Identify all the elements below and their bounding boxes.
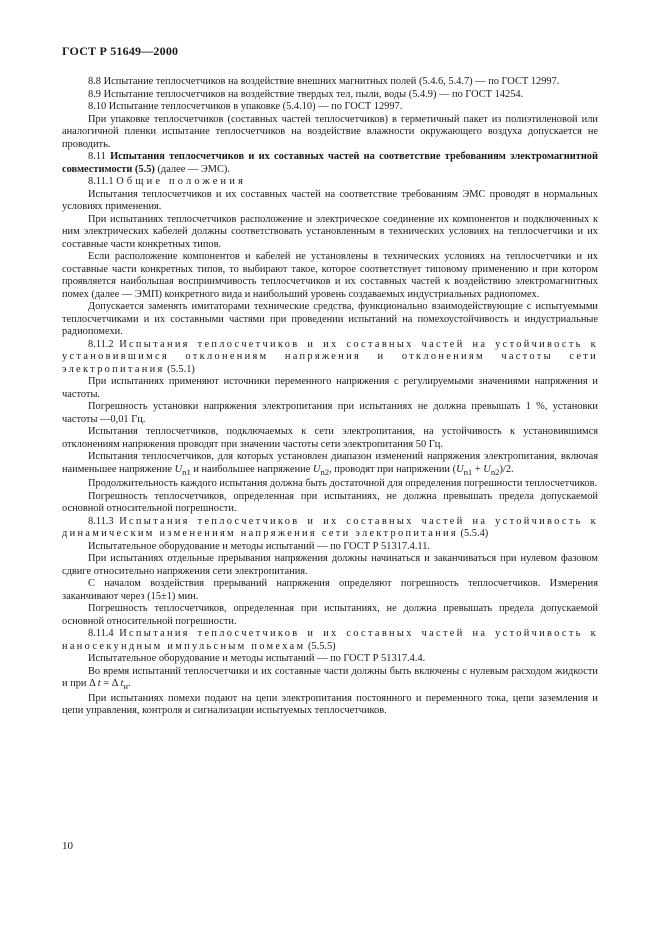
variable-u: U bbox=[312, 463, 321, 475]
clause-tail: (далее — ЭМС). bbox=[154, 163, 230, 175]
text-run: . bbox=[127, 678, 131, 690]
text-run: и наибольшее напряжение bbox=[190, 463, 313, 475]
text-run: Испытания теплосчетчиков, для которых установлен диапазон изменений напряжения электропитания, включая наименьшее напряжение bbox=[62, 451, 598, 475]
paragraph-8-11-1 bbox=[62, 176, 598, 189]
clause-heading: Испытания теплосчетчиков и их составных частей на устойчивость к установившимся отклонениям напряжения и отклонениям частоты сети электропитания bbox=[62, 338, 598, 375]
subscript: n1 bbox=[463, 466, 473, 477]
text-run: = Δ bbox=[100, 678, 121, 690]
page-number: 10 bbox=[62, 840, 73, 852]
clause-heading: Испытания теплосчетчиков и их составных частей на устойчивость к наносекундным импульсным помехам bbox=[62, 628, 598, 652]
clause-tail: (5.5.5) bbox=[305, 640, 336, 652]
clause-number: 8.11 bbox=[88, 151, 111, 162]
paragraph-equipment-2: Испытательное оборудование и методы испытаний — по ГОСТ Р 51317.4.4. bbox=[88, 653, 426, 665]
document-header: ГОСТ Р 51649—2000 bbox=[62, 44, 179, 58]
paragraph-equipment-1: Испытательное оборудование и методы испытаний — по ГОСТ Р 51317.4.11. bbox=[88, 540, 431, 552]
paragraph-error-limit: Погрешность теплосчетчиков, определенная при испытаниях, не должна превышать предела допускаемой основной относительной погрешности. bbox=[62, 490, 598, 515]
paragraph-8-11-4 bbox=[62, 628, 598, 653]
document-body bbox=[62, 76, 598, 718]
text-run: Во время испытаний теплосчетчики и их составные части должны быть включены с нулевым расходом жидкости и при Δ bbox=[62, 665, 598, 690]
paragraph-voltage-range bbox=[62, 451, 598, 478]
paragraph-simulators: Допускается заменять имитаторами технические средства, функционально взаимодействующие с испытуемыми теплосчетчиками и их составными частями при проведении испытаний на помехоустойчивость и индустриальные радиопомехи. bbox=[62, 301, 598, 337]
subscript: н bbox=[123, 681, 128, 692]
text-run: , проводят при напряжении ( bbox=[329, 463, 457, 475]
paragraph-emc-layout: При испытаниях теплосчетчиков расположение и электрическое соединение их компонентов и подключенных к ним электрических кабелей должны соответствовать установленным в технических условиях на теплосчетчики и их составные части конкретных типов. bbox=[62, 213, 598, 250]
variable-u: U bbox=[174, 463, 183, 475]
clause-number: 8.11.4 bbox=[88, 628, 120, 640]
subscript: n1 bbox=[182, 466, 191, 477]
clause-heading: Испытания теплосчетчиков и их составных частей на соответствие требованиям электромагнитной совместимости (5.5) bbox=[62, 151, 598, 175]
paragraph-interruptions: При испытаниях отдельные прерывания напряжения должны начинаться и заканчиваться при нулевом фазовом сдвиге относительно напряжения сети электропитания. bbox=[62, 553, 598, 577]
clause-number: 8.11.3 bbox=[88, 515, 120, 527]
variable-t: t bbox=[120, 678, 124, 690]
paragraph-accuracy: Погрешность установки напряжения электропитания при испытаниях не должна превышать 1 %, установки частоты —0,01 Гц. bbox=[62, 401, 598, 425]
paragraph-error-limit-2: Погрешность теплосчетчиков, определенная при испытаниях, не должна превышать предела допускаемой основной относительной погрешности. bbox=[62, 603, 598, 627]
text-run: + bbox=[472, 463, 484, 475]
clause-heading: Испытания теплосчетчиков и их составных частей на устойчивость к динамическим изменениям напряжения сети электропитания bbox=[62, 515, 598, 540]
paragraph-8-10: 8.10 Испытание теплосчетчиков в упаковке (5.4.10) — по ГОСТ 12997. bbox=[88, 101, 403, 112]
paragraph-measurement: С началом воздействия прерываний напряжения определяют погрешность теплосчетчиков. Измерения заканчивают через (15±1) мин. bbox=[62, 578, 598, 602]
paragraph-circuits: При испытаниях помехи подают на цепи электропитания постоянного и переменного тока, цепи заземления и цепи управления, контроля и сигнализации испытуемых теплосчетчиков. bbox=[62, 692, 598, 717]
paragraph-emc-conditions: Испытания теплосчетчиков и их составных частей на соответствие требованиям ЭМС проводят в нормальных условиях применения. bbox=[62, 188, 598, 212]
clause-heading: Общие положения bbox=[116, 176, 247, 187]
subscript: n2 bbox=[490, 466, 500, 477]
paragraph-8-11 bbox=[62, 151, 598, 176]
paragraph-emc-layout-default: Если расположение компонентов и кабелей не установлены в технических условиях на теплосчетчики и их составные части конкретных типов, то выбирают такое, которое соответствует типовому применению и при котором проявляется наибольшая восприимчивость теплосчетчиков и их составных частей к воздействию электромагнитных помех (далее — ЭМП) конкретного вида и наибольший уровень создаваемых индустриальных радиопомех. bbox=[62, 251, 598, 300]
paragraph-flow bbox=[62, 666, 598, 693]
variable-t: t bbox=[97, 678, 101, 690]
clause-tail: (5.5.4) bbox=[457, 528, 489, 540]
paragraph-8-11-2 bbox=[62, 339, 598, 377]
variable-u: U bbox=[483, 463, 491, 475]
clause-number: 8.11.1 bbox=[88, 176, 117, 187]
paragraph-duration: Продолжительность каждого испытания должна быть достаточной для определения погрешности теплосчетчиков. bbox=[88, 478, 598, 490]
paragraph-8-9: 8.9 Испытание теплосчетчиков на воздействие твердых тел, пыли, воды (5.4.9) — по ГОСТ 14254. bbox=[88, 88, 524, 100]
paragraph-8-11-3 bbox=[62, 516, 598, 541]
text-run: )/2. bbox=[499, 463, 514, 475]
paragraph-frequency: Испытания теплосчетчиков, подключаемых к сети электропитания, на устойчивость к установившимся отклонениям напряжения проводят при значении частоты сети электропитания 50 Гц. bbox=[62, 426, 598, 450]
clause-number: 8.11.2 bbox=[88, 338, 120, 350]
clause-tail: (5.5.1) bbox=[164, 363, 195, 375]
paragraph-packing: При упаковке теплосчетчиков (составных частей теплосчетчиков) в герметичный пакет из полиэтиленовой или аналогичной пленки испытание теплосчетчиков на воздействие влажности окружающего воздуха допускается не проводить. bbox=[62, 113, 598, 150]
paragraph-8-8: 8.8 Испытание теплосчетчиков на воздействие внешних магнитных полей (5.4.6, 5.4.7) — по ГОСТ 12997. bbox=[88, 76, 560, 87]
subscript: n2 bbox=[320, 466, 330, 477]
variable-u: U bbox=[456, 463, 464, 475]
paragraph-sources: При испытаниях применяют источники переменного напряжения с регулируемыми значениями напряжения и частоты. bbox=[62, 376, 598, 400]
